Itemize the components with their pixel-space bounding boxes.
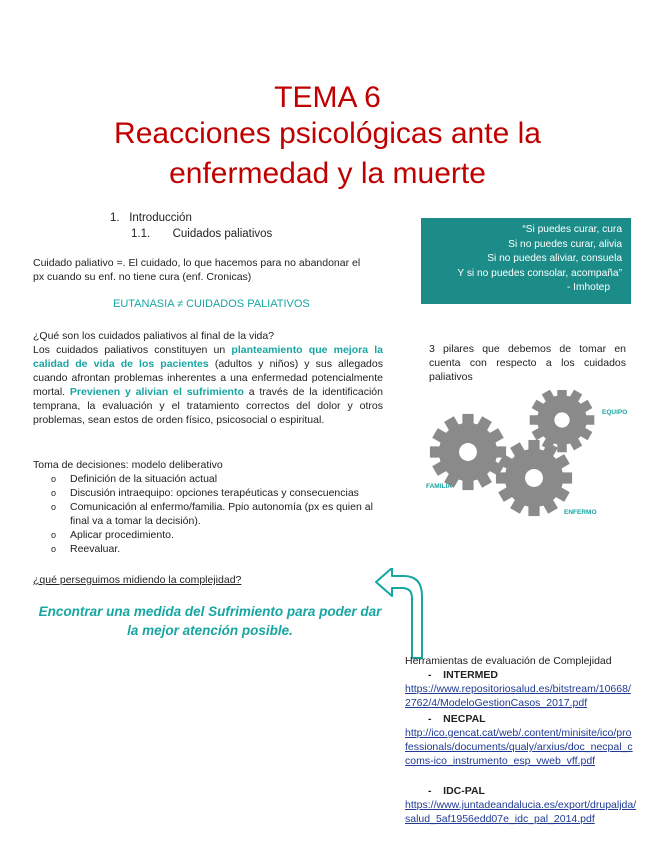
intro-line: px cuando su enf. no tiene cura (enf. Cronicas) — [33, 271, 252, 283]
outline-item-1-1 — [131, 226, 272, 242]
tool-link-necpal[interactable]: http://ico.gencat.cat/web/.content/minisite/ico/professionals/documents/qualy/arxius/doc_necpal_ccoms-ico_instrumento_esp_vweb_vff.pdf — [405, 727, 633, 767]
tool-name-intermed: - INTERMED — [428, 669, 499, 681]
definition-text: a través de la identificación temprana, la evaluación y el tratamiento correctos del dolor y otros problemas, sean estos de orden físico, psicosocial o espiritual. — [33, 386, 383, 426]
outline-item-1 — [110, 210, 192, 226]
decisions-heading: Toma de decisiones: modelo deliberativo — [33, 459, 223, 471]
list-item: o Definición de la situación actual — [51, 473, 218, 485]
goal-line: Encontrar una medida del Sufrimiento para poder dar — [38, 604, 382, 619]
goal-line: la mejor atención posible. — [127, 623, 293, 638]
goal-statement — [20, 602, 400, 640]
quote-line: Y si no puedes consolar, acompaña” — [457, 267, 622, 279]
bullet: o — [51, 474, 57, 484]
palliative-intro — [33, 256, 393, 284]
quote-author: - Imhotep — [566, 282, 610, 293]
gear-label-equipo: EQUIPO — [602, 409, 628, 416]
page-title-line2: Reacciones psicológicas ante la — [114, 117, 541, 150]
outline-label: Introducción — [129, 212, 192, 224]
quote-line: Si no puedes curar, alivia — [508, 238, 622, 250]
tool-link-intermed[interactable]: https://www.repositoriosalud.es/bitstream/10668/2762/4/ModeloGestionCasos_2017.pdf — [405, 683, 631, 709]
definition-highlight: planteamiento que mejora la calidad de vida de los pacientes — [33, 344, 383, 370]
bullet: o — [51, 502, 57, 512]
up-arrow-icon — [372, 568, 434, 660]
bullet: o — [51, 488, 57, 498]
list-item: o Discusión intraequipo: opciones terapéuticas y consecuencias — [51, 487, 359, 499]
outline-number: 1. — [110, 212, 120, 224]
quote-line: Si no puedes aliviar, consuela — [487, 253, 622, 264]
bullet: o — [51, 544, 57, 554]
decisions-list — [33, 472, 388, 556]
gears-illustration — [420, 390, 635, 525]
gear-familia — [430, 414, 506, 490]
outline-label: Cuidados paliativos — [172, 228, 273, 240]
tools-heading: Herramientas de evaluación de Complejidad — [405, 655, 612, 667]
gear-label-familia: FAMILIA — [426, 483, 452, 490]
intro-line: Cuidado paliativo =. El cuidado, lo que hacemos para no abandonar el — [33, 257, 361, 269]
complexity-question: ¿qué perseguimos midiendo la complejidad? — [33, 574, 242, 586]
quote-line: “Si puedes curar, cura — [522, 224, 622, 235]
definition-paragraph — [33, 343, 383, 427]
list-item: o Aplicar procedimiento. — [51, 529, 174, 541]
page-title-line3: enfermedad y la muerte — [169, 157, 486, 190]
bullet: o — [51, 530, 57, 540]
list-item: o Reevaluar. — [51, 543, 121, 555]
quote-box — [421, 218, 631, 304]
tool-name-necpal: - NECPAL — [428, 713, 486, 725]
tool-link-idc-pal[interactable]: https://www.juntadeandalucia.es/export/drupaljda/salud_5af1956edd07e_idc_pal_2014.pdf — [405, 799, 637, 825]
definition-text: (adultos y niños) y sus allegados cuando afrontan problemas inherentes a una enfermedad potencialmente mortal. — [33, 358, 383, 398]
outline-number: 1.1. — [131, 228, 151, 240]
pillars-text: 3 pilares que debemos de tomar en cuenta con respecto a los cuidados paliativos — [429, 343, 626, 383]
tool-name-idc-pal: - IDC-PAL — [428, 785, 485, 797]
eutanasia-heading: EUTANASIA ≠ CUIDADOS PALIATIVOS — [113, 298, 310, 310]
definition-text: Los cuidados paliativos constituyen un — [33, 344, 232, 356]
list-item: o Comunicación al enfermo/familia. Ppio autonomía (px es quien al final va a tomar la decisión). — [51, 501, 373, 527]
page-title: TEMA 6 — [274, 81, 381, 114]
gear-label-enfermo: ENFERMO — [564, 509, 597, 516]
definition-highlight: Previenen y alivian el sufrimiento — [69, 386, 244, 398]
question-text: ¿Qué son los cuidados paliativos al final de la vida? — [33, 330, 275, 342]
